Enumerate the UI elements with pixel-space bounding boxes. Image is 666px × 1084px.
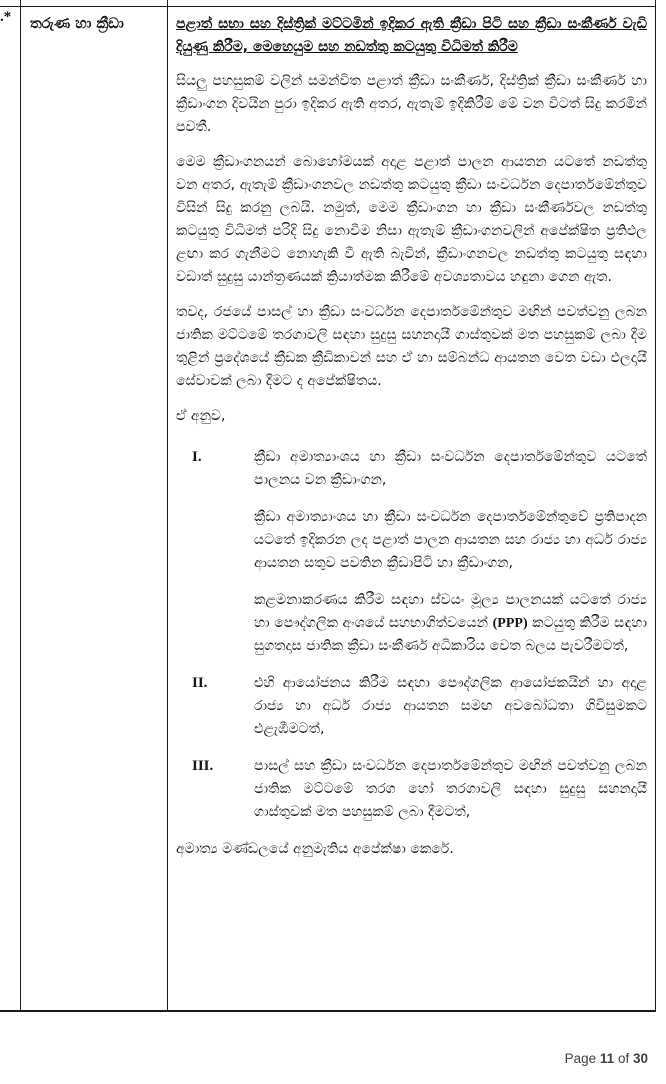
ppp-paragraph-post: කටයුතු කිරීම සඳහා සුගතදාස ජාතික ක්‍රීඩා සංකීර්ණ අධිකාරිය වෙත බලය පැවරීමටත්, (254, 615, 647, 654)
list-item-numeral: II. (192, 675, 208, 691)
paragraph: තවද, රජයේ පාසල් හා ක්‍රීඩා සංවර්ධන දෙපාර්තමේන්තුව මඟින් පවත්වනු ලබන ජාතික මට්ටමේ තරගාවලි සඳහා සුදුසු සහනදායී ගාස්තුවක් මත පහසුකම් ලබා දීම තුළින් ප්‍රදේශයේ ක්‍රීඩක ක්‍රීඩිකාවන් සහ ඒ හා සම්බන්ධ ආයතන වෙත වඩා ඵලදායී සේවාවක් ලබා දීමට ද අපේක්ෂිතය. (176, 304, 647, 389)
ppp-abbreviation: (PPP) (492, 616, 528, 631)
page-footer (565, 1051, 648, 1066)
subject-cell (21, 7, 168, 1010)
subject-text: තරුණ හා ක්‍රීඩා (30, 16, 124, 32)
table-row (0, 6, 656, 1012)
list-item-body (254, 672, 647, 741)
footer-page-number: 11 (599, 1051, 615, 1066)
list-item-body (254, 755, 647, 824)
list-item-paragraph: ක්‍රීඩා අමාත්‍යාංශය හා ක්‍රීඩා සංවර්ධන දෙපාර්තමේන්තුව යටතේ පාලනය වන ක්‍රීඩාංගන, (254, 449, 647, 488)
list-item (176, 672, 647, 741)
section-heading: පළාත් සභා සහ දිස්ත්‍රික් මට්ටමින් ඉදිකර ඇති ක්‍රීඩා පිටි සහ ක්‍රීඩා සංකීර්ණ වැඩි දියුණු කිරීම, මෙහෙයුම සහ නඩත්තු කටයුතු විධිමත් කිරීම (176, 16, 647, 55)
list-item-paragraph: ක්‍රීඩා අමාත්‍යාංශය හා ක්‍රීඩා සංවර්ධන දෙපාර්තමේන්තුවේ ප්‍රතිපාදන යටතේ ඉදිකරන ලද පළාත් පාලන ආයතන සහ රාජ්‍ය හා අර්ධ රාජ්‍ය ආයතන සතුව පවතින ක්‍රීඩාපිටි හා ක්‍රීඩාංගන, (254, 509, 647, 571)
footer-total-pages: 30 (632, 1051, 648, 1066)
list-item-body (254, 446, 647, 658)
lead-in-text: ඒ අනුව, (176, 408, 226, 424)
row-marker-cell (0, 7, 21, 1010)
list-item-paragraph: පාසල් සහ ක්‍රීඩා සංවර්ධන දෙපාර්තමේන්තුව මඟින් පවත්වනු ලබන ජාතික මට්ටමේ තරග හෝ තරගාවලි සඳහා සුදුසු සහනදායී ගාස්තුවක් මත පහසුකම් ලබා දීමටත්, (254, 758, 647, 820)
paragraph: මෙම ක්‍රීඩාංගනයන් බොහෝමයක් අදාළ පළාත් පාලන ආයතන යටතේ නඩත්තු වන අතර, ඇතැම් ක්‍රීඩාංගනවල නඩත්තු කටයුතු ක්‍රීඩා සංවර්ධන දෙපාර්තමේන්තුව විසින් සිදු කරනු ලබයි. නමුත්, මෙම ක්‍රීඩාංගන හා ක්‍රීඩා සංකීර්ණවල නඩත්තු කටයුතු විධිමත් පරිදි සිදු නොවීම නිසා ඇතැම් ක්‍රීඩාංගනවලින් අපේක්ෂිත ප්‍රතිඵල ළඟා කර ගැනීමට නොහැකි වී ඇති බැවින්, ක්‍රීඩාංගනවල නඩත්තු කටයුතු සඳහා වඩාත් සුදුසු යාන්ත්‍රණයක් ක්‍රියාත්මක කිරීමේ අවශ්‍යතාවය හඳුනා ගෙන ඇත. (176, 154, 647, 285)
footer-of-label: of (617, 1051, 630, 1066)
list-item-numeral: I. (192, 449, 202, 465)
list-item-paragraph: එහි ආයෝජනය කිරීම සඳහා පෞද්ගලික ආයෝජකයින් හා අදාළ රාජ්‍ය හා අර්ධ රාජ්‍ය ආයතන සමඟ අවබෝධතා ගිවිසුමකට එළැඹීමටත්, (254, 675, 647, 737)
closing-statement: අමාත්‍ය මණ්ඩලයේ අනුමැතිය අපේක්ෂා කෙරේ. (176, 841, 454, 857)
list-item (176, 446, 647, 658)
paragraph: සියලු පහසුකම් වලින් සමන්විත පළාත් ක්‍රීඩා සංකීර්ණ, දිස්ත්‍රික් ක්‍රීඩා සංකීර්ණ හා ක්‍රීඩාංගන දිවයින පුරා ඉදිකර ඇති අතර, ඇතැම් ඉදිකිරීම් මේ වන විටත් සිදු කරමින් පවතී. (176, 73, 647, 135)
body-cell (168, 7, 656, 1010)
list-item-paragraph-ppp (254, 589, 647, 658)
ppp-paragraph-pre: කළමනාකරණය කිරීම සඳහා ස්වයං මූල්‍ය පාලනයක් යටතේ රාජ්‍ය හා පෞද්ගලික අංශයේ සහභාගිත්වයෙන් (254, 592, 647, 631)
remnant-cell-marker (0, 0, 21, 6)
remnant-cell-subject (21, 0, 168, 6)
row-marker-text: .* (0, 9, 12, 25)
list-item-numeral: III. (192, 758, 214, 774)
previous-row-remnant (0, 0, 656, 6)
roman-numeral-list (176, 446, 647, 824)
list-item (176, 755, 647, 824)
remnant-cell-body (168, 0, 656, 6)
footer-page-label: Page (564, 1051, 597, 1066)
